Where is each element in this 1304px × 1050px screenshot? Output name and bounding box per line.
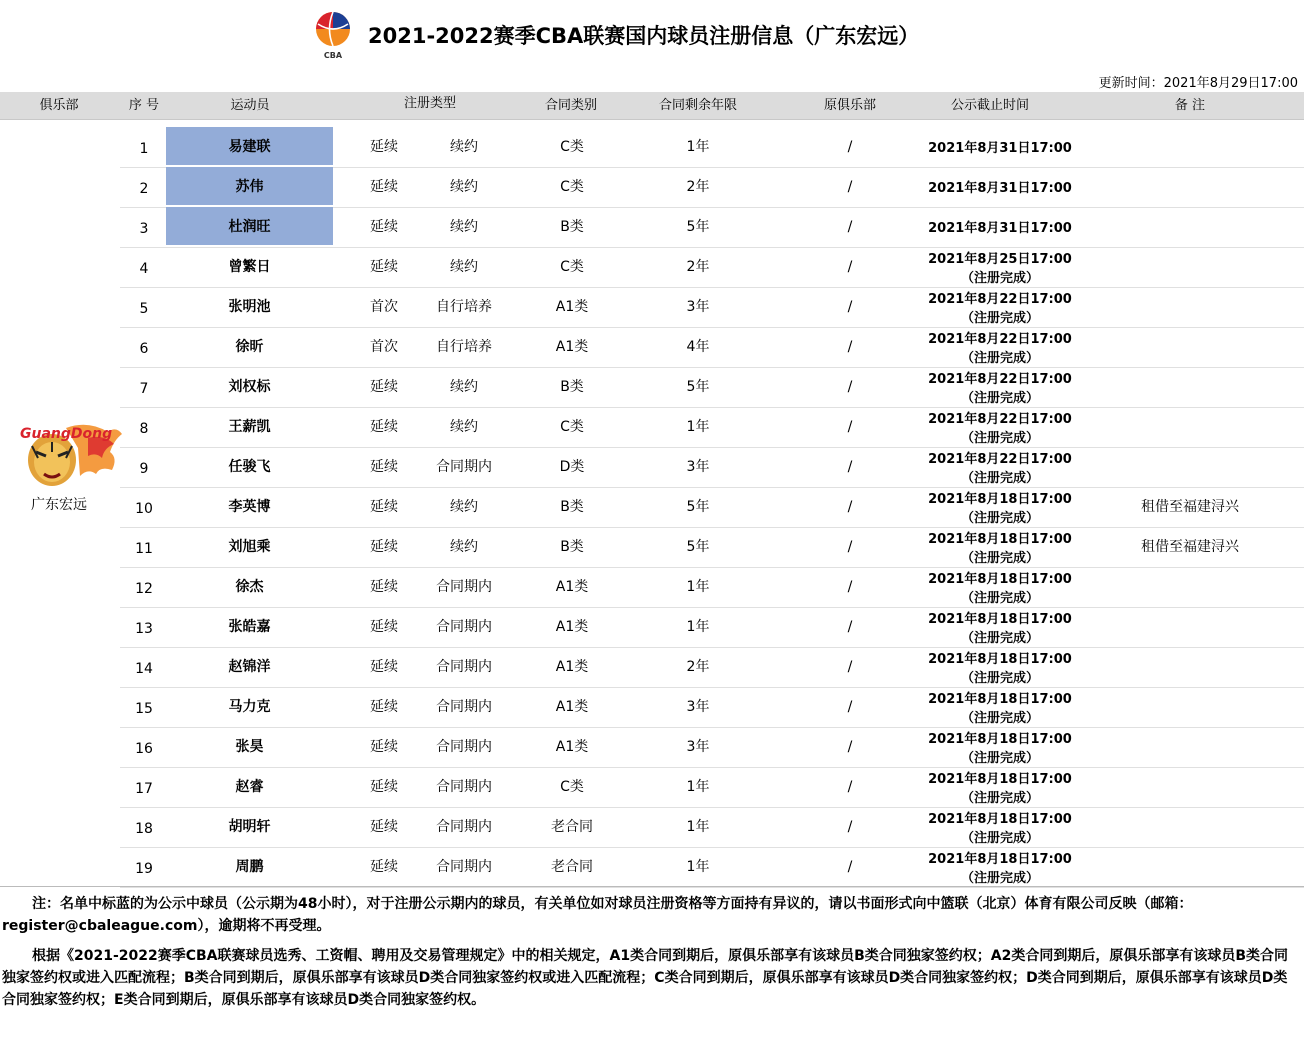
svg-text:CBA: CBA — [323, 51, 343, 60]
contract-type: A1类 — [555, 739, 589, 755]
contract-type: A1类 — [555, 579, 589, 595]
player-name: 曾繁日 — [228, 259, 271, 275]
registration-detail: 合同期内 — [436, 859, 492, 875]
table-row — [120, 407, 1304, 448]
row-number: 19 — [135, 861, 153, 877]
remark — [1080, 407, 1300, 447]
original-club: / — [847, 539, 853, 555]
deadline-cell — [890, 327, 1110, 367]
contract-years-left: 3年 — [686, 699, 710, 715]
original-club: / — [847, 659, 853, 675]
deadline-date: 2021年8月18日17:00 — [928, 812, 1072, 827]
table-row — [120, 247, 1304, 288]
header-no: 序 号 — [128, 98, 160, 113]
contract-years-left: 1年 — [686, 619, 710, 635]
table-row — [120, 807, 1304, 848]
remark — [1080, 687, 1300, 727]
original-club: / — [847, 179, 853, 195]
contract-years-left: 1年 — [686, 139, 710, 155]
table-header — [0, 92, 1304, 120]
remark — [1080, 447, 1300, 487]
player-name: 杜润旺 — [166, 207, 333, 245]
contract-type: A1类 — [555, 299, 589, 315]
row-number: 18 — [135, 821, 153, 837]
note-paragraph-1: 注：名单中标蓝的为公示中球员（公示期为48小时），对于注册公示期内的球员，有关单位如对球员注册资格等方面持有异议的，请以书面形式向中篮联（北京）体育有限公司反映（邮箱：register@cbaleague.com），逾期将不再受理。 — [2, 896, 1193, 934]
deadline-cell — [890, 807, 1110, 847]
registration-kind: 延续 — [370, 379, 398, 395]
registration-kind: 延续 — [370, 579, 398, 595]
registration-detail: 续约 — [450, 379, 478, 395]
deadline-date: 2021年8月31日17:00 — [928, 141, 1072, 156]
registration-kind: 首次 — [370, 339, 398, 355]
row-number: 4 — [139, 261, 149, 277]
deadline-cell — [890, 487, 1110, 527]
remark — [1080, 807, 1300, 847]
registration-status: （注册完成） — [960, 431, 1039, 446]
remark — [1080, 127, 1300, 167]
contract-years-left: 2年 — [686, 659, 710, 675]
deadline-date: 2021年8月31日17:00 — [928, 221, 1072, 236]
row-number: 1 — [139, 141, 149, 157]
contract-type: B类 — [560, 219, 584, 235]
header-orig-club: 原俱乐部 — [823, 98, 876, 113]
registration-kind: 延续 — [370, 819, 398, 835]
contract-type: 老合同 — [551, 859, 593, 875]
table-row — [120, 727, 1304, 768]
remark: 租借至福建浔兴 — [1141, 539, 1239, 555]
club-name: 广东宏远 — [31, 497, 87, 513]
deadline-date: 2021年8月18日17:00 — [928, 852, 1072, 867]
row-number: 10 — [135, 501, 153, 517]
contract-type: C类 — [560, 139, 584, 155]
player-name: 张皓嘉 — [228, 619, 271, 635]
header-contract-type: 合同类别 — [544, 98, 597, 113]
cba-logo-icon — [312, 10, 354, 60]
original-club: / — [847, 499, 853, 515]
registration-detail: 自行培养 — [436, 339, 492, 355]
original-club: / — [847, 219, 853, 235]
registration-detail: 续约 — [450, 219, 478, 235]
contract-years-left: 1年 — [686, 579, 710, 595]
remark — [1080, 167, 1300, 207]
deadline-date: 2021年8月22日17:00 — [928, 292, 1072, 307]
registration-detail: 续约 — [450, 419, 478, 435]
row-number: 2 — [139, 181, 149, 197]
contract-years-left: 4年 — [686, 339, 710, 355]
row-number: 5 — [139, 301, 149, 317]
contract-years-left: 2年 — [686, 179, 710, 195]
row-number: 17 — [135, 781, 153, 797]
remark — [1080, 207, 1300, 247]
player-name: 赵锦洋 — [228, 659, 271, 675]
remark — [1080, 727, 1300, 767]
player-name: 张昊 — [235, 739, 264, 755]
deadline-cell — [890, 767, 1110, 807]
row-number: 15 — [135, 701, 153, 717]
remark — [1080, 247, 1300, 287]
contract-type: C类 — [560, 179, 584, 195]
contract-years-left: 1年 — [686, 779, 710, 795]
row-number: 8 — [139, 421, 149, 437]
row-number: 13 — [135, 621, 153, 637]
table-row — [120, 367, 1304, 408]
player-name: 徐昕 — [235, 339, 264, 355]
contract-years-left: 5年 — [686, 379, 710, 395]
original-club: / — [847, 739, 853, 755]
deadline-cell — [890, 527, 1110, 567]
contract-years-left: 3年 — [686, 299, 710, 315]
original-club: / — [847, 819, 853, 835]
deadline-date: 2021年8月18日17:00 — [928, 612, 1072, 627]
deadline-cell — [890, 407, 1110, 447]
deadline-date: 2021年8月22日17:00 — [928, 372, 1072, 387]
deadline-cell — [890, 167, 1110, 207]
player-name: 李英博 — [228, 499, 271, 515]
player-name: 刘旭乘 — [228, 539, 271, 555]
original-club: / — [847, 779, 853, 795]
row-number: 9 — [139, 461, 149, 477]
registration-detail: 合同期内 — [436, 579, 492, 595]
contract-years-left: 5年 — [686, 539, 710, 555]
player-name: 张明池 — [228, 299, 271, 315]
deadline-cell — [890, 207, 1110, 247]
registration-status: （注册完成） — [960, 791, 1039, 806]
original-club: / — [847, 619, 853, 635]
deadline-date: 2021年8月18日17:00 — [928, 692, 1072, 707]
deadline-date: 2021年8月18日17:00 — [928, 532, 1072, 547]
contract-type: C类 — [560, 419, 584, 435]
update-time: 更新时间：2021年8月29日17:00 — [1098, 76, 1298, 91]
registration-detail: 续约 — [450, 139, 478, 155]
deadline-date: 2021年8月18日17:00 — [928, 732, 1072, 747]
registration-status: （注册完成） — [960, 471, 1039, 486]
page-title: 2021-2022赛季CBA联赛国内球员注册信息（广东宏远） — [368, 24, 920, 48]
deadline-cell — [890, 367, 1110, 407]
contract-years-left: 5年 — [686, 219, 710, 235]
remark — [1080, 567, 1300, 607]
table-row — [120, 647, 1304, 688]
registration-status: （注册完成） — [960, 591, 1039, 606]
registration-status: （注册完成） — [960, 671, 1039, 686]
remark — [1080, 847, 1300, 887]
remark — [1080, 647, 1300, 687]
registration-kind: 延续 — [370, 699, 398, 715]
header-deadline: 公示截止时间 — [950, 98, 1029, 113]
registration-status: （注册完成） — [960, 311, 1039, 326]
player-name: 刘权标 — [228, 379, 271, 395]
table-row — [120, 207, 1304, 248]
table-row — [120, 327, 1304, 368]
contract-type: B类 — [560, 539, 584, 555]
row-number: 7 — [139, 381, 149, 397]
contract-years-left: 1年 — [686, 419, 710, 435]
contract-years-left: 3年 — [686, 459, 710, 475]
registration-status: （注册完成） — [960, 511, 1039, 526]
registration-detail: 续约 — [450, 499, 478, 515]
deadline-date: 2021年8月22日17:00 — [928, 332, 1072, 347]
registration-detail: 合同期内 — [436, 459, 492, 475]
registration-status: （注册完成） — [960, 551, 1039, 566]
header-years-left: 合同剩余年限 — [658, 98, 737, 113]
registration-status: （注册完成） — [960, 831, 1039, 846]
deadline-date: 2021年8月18日17:00 — [928, 652, 1072, 667]
table-row — [120, 527, 1304, 568]
contract-years-left: 2年 — [686, 259, 710, 275]
table-row — [120, 607, 1304, 648]
contract-type: B类 — [560, 379, 584, 395]
registration-kind: 首次 — [370, 299, 398, 315]
contract-type: C类 — [560, 259, 584, 275]
contract-type: B类 — [560, 499, 584, 515]
note-paragraph-2: 根据《2021-2022赛季CBA联赛球员选秀、工资帽、聘用及交易管理规定》中的相关规定，A1类合同到期后，原俱乐部享有该球员B类合同独家签约权；A2类合同到期后，原俱乐部享有该球员B类合同独家签约权或进入匹配流程；B类合同到期后，原俱乐部享有该球员D类合同独家签约权或进入匹配流程；C类合同到期后，原俱乐部享有该球员D类合同独家签约权；D类合同到期后，原俱乐部享有该球员D类合同独家签约权；E类合同到期后，原俱乐部享有该球员D类合同独家签约权。 — [2, 948, 1289, 1008]
registration-detail: 合同期内 — [436, 699, 492, 715]
deadline-date: 2021年8月25日17:00 — [928, 252, 1072, 267]
page-header — [0, 8, 1304, 64]
registration-detail: 续约 — [450, 179, 478, 195]
notes-section — [0, 886, 1304, 1008]
table-row — [120, 127, 1304, 168]
table-row — [120, 447, 1304, 488]
deadline-cell — [890, 647, 1110, 687]
header-club: 俱乐部 — [39, 98, 79, 113]
registration-kind: 延续 — [370, 739, 398, 755]
registration-status: （注册完成） — [960, 271, 1039, 286]
table-row — [120, 287, 1304, 328]
registration-kind: 延续 — [370, 499, 398, 515]
contract-type: A1类 — [555, 699, 589, 715]
registration-status: （注册完成） — [960, 871, 1039, 886]
remark — [1080, 327, 1300, 367]
registration-kind: 延续 — [370, 139, 398, 155]
deadline-date: 2021年8月22日17:00 — [928, 412, 1072, 427]
header-player: 运动员 — [230, 98, 270, 113]
contract-years-left: 1年 — [686, 859, 710, 875]
guangdong-tiger-logo-icon — [18, 418, 122, 490]
table-row — [120, 567, 1304, 608]
row-number: 6 — [139, 341, 149, 357]
registration-kind: 延续 — [370, 859, 398, 875]
registration-kind: 延续 — [370, 219, 398, 235]
remark — [1080, 767, 1300, 807]
row-number: 14 — [135, 661, 153, 677]
deadline-cell — [890, 607, 1110, 647]
contract-years-left: 5年 — [686, 499, 710, 515]
player-name: 马力克 — [228, 699, 271, 715]
player-name: 胡明轩 — [228, 819, 271, 835]
original-club: / — [847, 339, 853, 355]
registration-status: （注册完成） — [960, 631, 1039, 646]
contract-type: A1类 — [555, 339, 589, 355]
player-name: 赵睿 — [235, 779, 264, 795]
club-column — [0, 128, 118, 886]
remark — [1080, 367, 1300, 407]
registration-detail: 续约 — [450, 259, 478, 275]
original-club: / — [847, 419, 853, 435]
header-remarks: 备 注 — [1174, 98, 1206, 113]
registration-kind: 延续 — [370, 779, 398, 795]
player-name: 徐杰 — [235, 579, 264, 595]
deadline-cell — [890, 127, 1110, 167]
remark — [1080, 607, 1300, 647]
deadline-date: 2021年8月18日17:00 — [928, 572, 1072, 587]
registration-status: （注册完成） — [960, 391, 1039, 406]
deadline-date: 2021年8月22日17:00 — [928, 452, 1072, 467]
registration-kind: 延续 — [370, 419, 398, 435]
original-club: / — [847, 299, 853, 315]
deadline-cell — [890, 727, 1110, 767]
registration-kind: 延续 — [370, 259, 398, 275]
contract-type: D类 — [559, 459, 585, 475]
deadline-cell — [890, 247, 1110, 287]
original-club: / — [847, 379, 853, 395]
deadline-date: 2021年8月18日17:00 — [928, 772, 1072, 787]
player-name: 任骏飞 — [228, 459, 271, 475]
deadline-date: 2021年8月18日17:00 — [928, 492, 1072, 507]
contract-years-left: 1年 — [686, 819, 710, 835]
player-name: 王薪凯 — [228, 419, 271, 435]
registration-kind: 延续 — [370, 459, 398, 475]
original-club: / — [847, 859, 853, 875]
registration-kind: 延续 — [370, 659, 398, 675]
remark: 租借至福建浔兴 — [1141, 499, 1239, 515]
deadline-date: 2021年8月31日17:00 — [928, 181, 1072, 196]
player-name: 苏伟 — [166, 167, 333, 205]
deadline-cell — [890, 567, 1110, 607]
original-club: / — [847, 139, 853, 155]
svg-text:GuangDong: GuangDong — [20, 426, 113, 442]
player-name: 周鹏 — [235, 859, 264, 875]
deadline-cell — [890, 447, 1110, 487]
registration-kind: 延续 — [370, 539, 398, 555]
registration-detail: 合同期内 — [436, 739, 492, 755]
original-club: / — [847, 579, 853, 595]
registration-detail: 合同期内 — [436, 659, 492, 675]
row-number: 3 — [139, 221, 149, 237]
player-name: 易建联 — [166, 127, 333, 165]
registration-kind: 延续 — [370, 619, 398, 635]
registration-detail: 自行培养 — [436, 299, 492, 315]
header-reg-type: 注册类型 — [403, 96, 456, 111]
remark — [1080, 287, 1300, 327]
deadline-cell — [890, 687, 1110, 727]
contract-type: A1类 — [555, 619, 589, 635]
registration-detail: 合同期内 — [436, 779, 492, 795]
registration-detail: 合同期内 — [436, 819, 492, 835]
deadline-cell — [890, 287, 1110, 327]
contract-type: C类 — [560, 779, 584, 795]
row-number: 11 — [135, 541, 153, 557]
original-club: / — [847, 259, 853, 275]
registration-status: （注册完成） — [960, 351, 1039, 366]
registration-detail: 续约 — [450, 539, 478, 555]
registration-kind: 延续 — [370, 179, 398, 195]
contract-years-left: 3年 — [686, 739, 710, 755]
contract-type: 老合同 — [551, 819, 593, 835]
table-row — [120, 767, 1304, 808]
table-row — [120, 487, 1304, 528]
table-row — [120, 847, 1304, 888]
table-row — [120, 687, 1304, 728]
registration-status: （注册完成） — [960, 751, 1039, 766]
table-row — [120, 167, 1304, 208]
row-number: 16 — [135, 741, 153, 757]
registration-detail: 合同期内 — [436, 619, 492, 635]
original-club: / — [847, 459, 853, 475]
registration-status: （注册完成） — [960, 711, 1039, 726]
original-club: / — [847, 699, 853, 715]
row-number: 12 — [135, 581, 153, 597]
deadline-cell — [890, 847, 1110, 887]
contract-type: A1类 — [555, 659, 589, 675]
